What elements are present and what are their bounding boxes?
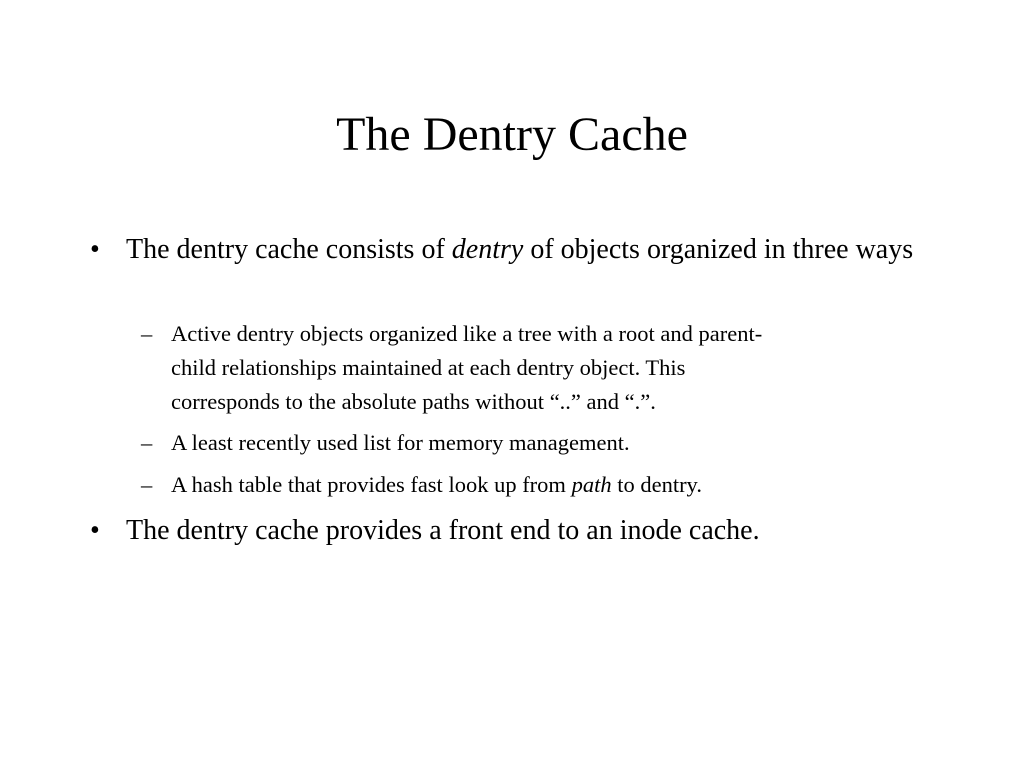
dash-icon: – <box>141 472 153 497</box>
sub-bullet-item-3 <box>141 468 941 502</box>
path-emphasis: path <box>571 472 612 497</box>
sub-bullet-3-text: A hash table that provides fast look up from path to dentry. <box>171 472 702 497</box>
sub-bullet-1-line-1: Active dentry objects organized like a tree with a root and parent- <box>171 321 763 346</box>
bullet-1-text: The dentry cache consists of dentry of objects organized in three ways <box>126 234 914 265</box>
dash-icon: – <box>141 321 153 346</box>
sub-bullet-item-1 <box>141 317 941 419</box>
sub-bullet-1-line-2: child relationships maintained at each dentry object. This <box>171 355 686 380</box>
bullet-item-1 <box>90 229 946 271</box>
bullet-icon: • <box>90 234 100 265</box>
sub-bullet-1-line-3: corresponds to the absolute paths without “..” and “.”. <box>171 389 656 414</box>
bullet-item-2 <box>90 510 946 552</box>
dash-icon: – <box>141 430 153 455</box>
bullet-2-text: The dentry cache provides a front end to an inode cache. <box>126 515 760 546</box>
dentry-emphasis: dentry <box>451 234 524 265</box>
bullet-icon: • <box>90 515 100 546</box>
slide-title: The Dentry Cache <box>336 108 688 161</box>
sub-bullet-2-text: A least recently used list for memory management. <box>171 430 630 455</box>
sub-bullet-item-2 <box>141 426 941 460</box>
